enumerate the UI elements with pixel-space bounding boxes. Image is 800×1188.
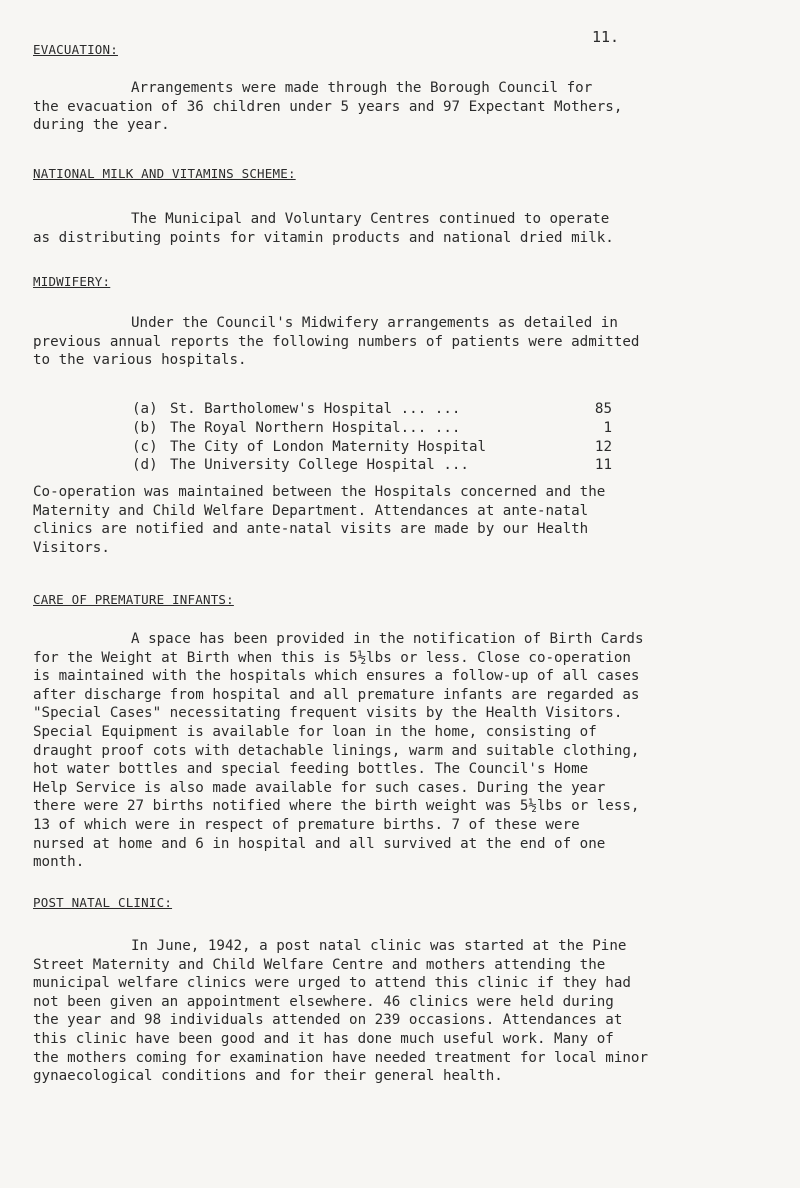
midwifery-text: Under the Council's Midwifery arrangements as detailed in previous annual reports the following numbers of patients were admitted to the various hospitals. bbox=[33, 315, 640, 369]
hospital-letter: (d) bbox=[132, 457, 158, 474]
hospital-row bbox=[132, 456, 612, 475]
paragraph-milk-vitamins bbox=[33, 210, 773, 247]
paragraph-premature-infants bbox=[33, 630, 773, 872]
heading-midwifery: MIDWIFERY: bbox=[33, 274, 111, 289]
hospital-list bbox=[132, 400, 612, 475]
hospital-row bbox=[132, 419, 612, 438]
paragraph-post-natal-clinic bbox=[33, 937, 773, 1086]
hospital-count: 12 bbox=[594, 438, 612, 455]
milk-text: The Municipal and Voluntary Centres continued to operate as distributing points for vitamin products and national dried milk. bbox=[33, 211, 614, 246]
hospital-name: The City of London Maternity Hospital bbox=[170, 438, 487, 455]
premature-text: A space has been provided in the notification of Birth Cards for the Weight at Birth when this is 5½lbs or less. Close co-operation is maintained with the hospitals which ensures a follow-up of all cases after discharge from hospital and all premature infants are regarded as "Special Cases" necessitating frequent visits by the Health Visitors. Special Equipment is available for loan in the home, consisting of draught proof cots with detachable linings, warm and suitable clothing, hot water bottles and special feeding bottles. The Council's Home Help Service is also made available for such cases. During the year there were 27 births notified where the birth weight was 5½lbs or less, 13 of which were in respect of premature births. 7 of these were nursed at home and 6 in hospital and all survived at the end of one month. bbox=[33, 631, 644, 871]
hospital-row bbox=[132, 438, 612, 457]
page-number: 11. bbox=[592, 28, 620, 46]
cooperation-text: Co-operation was maintained between the Hospitals concerned and the Maternity and Child Welfare Department. Attendances at ante-natal clinics are notified and ante-natal visits are made by our Health Visitors. bbox=[33, 484, 606, 556]
hospital-letter: (a) bbox=[132, 401, 158, 417]
heading-evacuation: EVACUATION: bbox=[33, 42, 118, 57]
paragraph-midwifery bbox=[33, 314, 773, 370]
heading-milk-vitamins: NATIONAL MILK AND VITAMINS SCHEME: bbox=[33, 166, 296, 181]
hospital-count: 11 bbox=[594, 457, 612, 474]
hospital-row bbox=[132, 400, 612, 419]
paragraph-cooperation bbox=[33, 483, 773, 557]
hospital-count: 85 bbox=[594, 401, 612, 417]
paragraph-evacuation bbox=[33, 79, 773, 135]
hospital-letter: (b) bbox=[132, 419, 158, 436]
hospital-name: The Royal Northern Hospital... ... bbox=[170, 419, 461, 436]
hospital-count: 1 bbox=[603, 419, 612, 436]
evacuation-text: Arrangements were made through the Borough Council for the evacuation of 36 children under 5 years and 97 Expectant Mothers, during the year. bbox=[33, 80, 623, 134]
heading-premature-infants: CARE OF PREMATURE INFANTS: bbox=[33, 592, 234, 607]
heading-post-natal-clinic: POST NATAL CLINIC: bbox=[33, 895, 173, 910]
hospital-name: St. Bartholomew's Hospital ... ... bbox=[170, 401, 461, 417]
postnatal-text: In June, 1942, a post natal clinic was started at the Pine Street Maternity and Child Welfare Centre and mothers attending the municipal welfare clinics were urged to attend this clinic if they had not been given an appointment elsewhere. 46 clinics were held during the year and 98 individuals attended on 239 occasions. Attendances at this clinic have been good and it has done much useful work. Many of the mothers coming for examination have needed treatment for local minor gynaecological conditions and for their general health. bbox=[33, 938, 648, 1085]
hospital-letter: (c) bbox=[132, 438, 158, 455]
hospital-name: The University College Hospital ... bbox=[170, 457, 469, 474]
